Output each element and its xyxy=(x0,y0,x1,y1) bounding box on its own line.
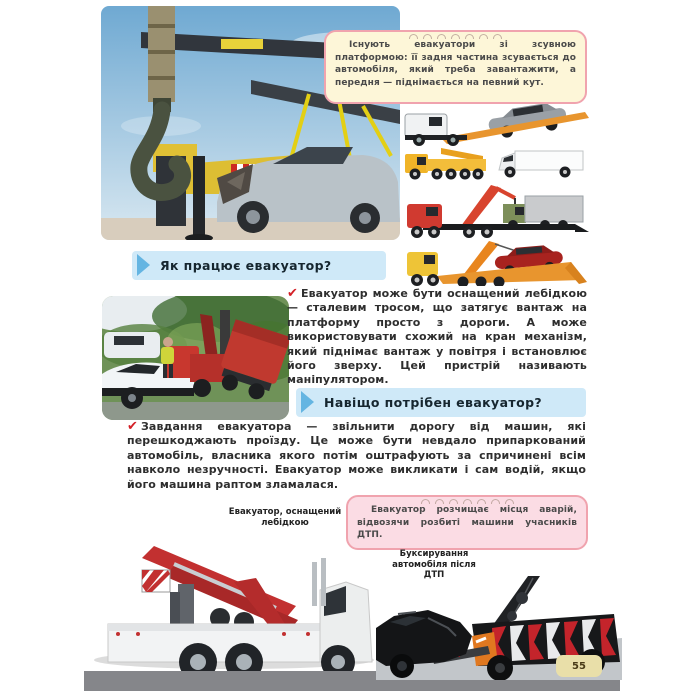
illustration-crane-loading-truck xyxy=(403,180,591,244)
chevron-right-icon xyxy=(301,391,314,413)
illustration-wrecker-and-van xyxy=(403,146,591,184)
stitch-marks-icon xyxy=(326,34,585,39)
page-number-badge xyxy=(556,655,602,677)
section-header-why-needed xyxy=(296,388,586,417)
caption-towing-after-accident: Буксирування автомобіля після ДТП xyxy=(392,549,476,580)
callout-accident-cleanup-text: Евакуатор розчищає місця аварій, відвозячи розбиті машини учасників ДТП. xyxy=(357,505,577,540)
paragraph-purpose xyxy=(127,420,586,492)
illustration-crane-loading-red-car xyxy=(403,238,591,290)
stitch-marks-icon xyxy=(348,499,586,504)
section-header-label: Як працює евакуатор? xyxy=(160,258,332,273)
photo-towing-tipped-truck xyxy=(102,296,289,420)
towing-photo-graphic xyxy=(102,296,289,420)
section-header-label: Навіщо потрібен евакуатор? xyxy=(324,395,543,410)
wrecker-photo-graphic xyxy=(84,528,378,671)
page-number: 55 xyxy=(572,660,586,672)
illustration-flatbed-loading-car xyxy=(403,104,591,150)
paragraph-purpose-text: Завдання евакуатора — звільнити дорогу від машин, які перешкоджають проїзду. Це може бути невдало припаркований автомобіль, власника якого потім оштрафують за спричинені всім навколо незручності. Евакуатор може викликати і сам водій, якщо його машина раптом зламалася. xyxy=(127,420,586,491)
callout-sliding-platform-text: Існують евакуатори зі зсувною платформою: її задня частина зсувається до автомобіля, який треба завантажити, а передня — піднімається на певний кут. xyxy=(335,40,576,88)
paragraph-winch xyxy=(287,287,587,388)
paragraph-winch-text: Евакуатор може бути оснащений лебідкою — сталевим тросом, що затягує вантаж на платформу просто з дороги. А може використовувати схожий на кран механізм, який піднімає вантаж у повітря і встановлює його зверху. Цей пристрій називають маніпулятором. xyxy=(287,287,587,387)
callout-sliding-platform xyxy=(324,30,587,104)
check-icon: ✔ xyxy=(287,286,298,301)
check-icon: ✔ xyxy=(127,419,138,434)
section-header-how-it-works xyxy=(132,251,386,280)
caption-winch-truck: Евакуатор, оснащений лебідкою xyxy=(228,507,342,528)
chevron-right-icon xyxy=(137,254,150,276)
callout-accident-cleanup xyxy=(346,495,588,550)
photo-heavy-wrecker xyxy=(84,528,378,671)
